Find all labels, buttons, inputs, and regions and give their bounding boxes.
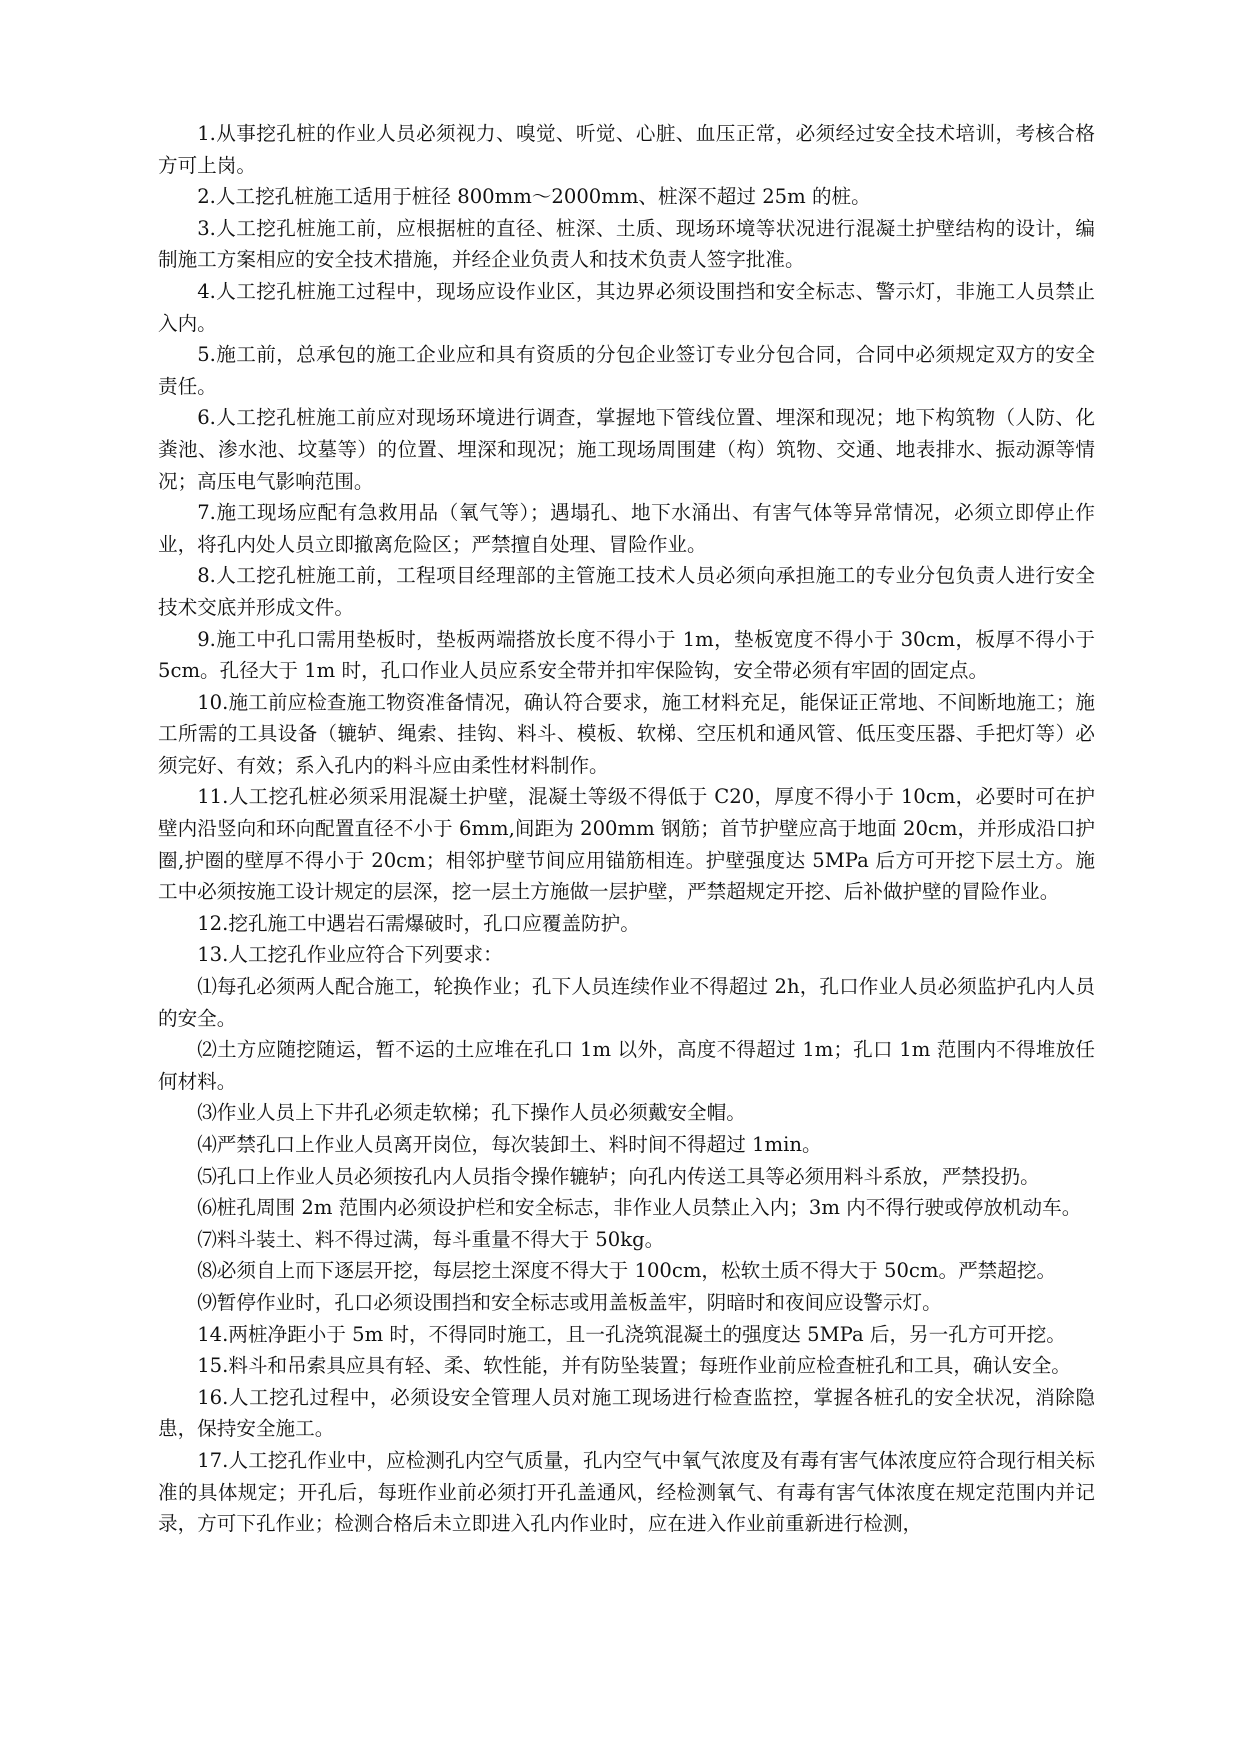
sub-item-9: ⑼暂停作业时，孔口必须设围挡和安全标志或用盖板盖牢，阴暗时和夜间应设警示灯。 <box>197 1290 942 1314</box>
paragraph-6: 6.人工挖孔桩施工前应对现场环境进行调查，掌握地下管线位置、埋深和现况；地下构筑物（人防、化粪池、渗水池、坟墓等）的位置、埋深和现况；施工现场周围建（构）筑物、交通、地表排水、振动源等情况；高压电气影响范围。 <box>158 406 1095 493</box>
paragraph-16: 16.人工挖孔过程中，必须设安全管理人员对施工现场进行检查监控，掌握各桩孔的安全状况，消除隐患，保持安全施工。 <box>158 1385 1095 1441</box>
paragraph-5: 5.施工前，总承包的施工企业应和具有资质的分包企业签订专业分包合同，合同中必须规定双方的安全责任。 <box>158 343 1095 398</box>
sub-item-7: ⑺料斗装土、料不得过满，每斗重量不得大于 50kg。 <box>197 1227 665 1251</box>
paragraph-10: 10.施工前应检查施工物资准备情况，确认符合要求，施工材料充足，能保证正常地、不间断地施工；施工所需的工具设备（辘轳、绳索、挂钩、料斗、模板、软梯、空压机和通风管、低压变压器、手把灯等）必须完好、有效；系入孔内的料斗应由柔性材料制作。 <box>158 690 1095 777</box>
paragraph-14: 14.两桩净距小于 5m 时，不得同时施工，且一孔浇筑混凝土的强度达 5MPa 后，另一孔方可开挖。 <box>197 1322 1066 1346</box>
paragraph-13: 13.人工挖孔作业应符合下列要求： <box>197 943 503 967</box>
paragraph-3: 3.人工挖孔桩施工前，应根据桩的直径、桩深、土质、现场环境等状况进行混凝土护壁结构的设计，编制施工方案相应的安全技术措施，并经企业负责人和技术负责人签字批准。 <box>158 216 1095 272</box>
paragraph-4: 4.人工挖孔桩施工过程中，现场应设作业区，其边界必须设围挡和安全标志、警示灯，非施工人员禁止入内。 <box>158 279 1095 335</box>
paragraph-11: 11.人工挖孔桩必须采用混凝土护壁，混凝土等级不得低于 C20，厚度不得小于 10cm，必要时可在护壁内沿竖向和环向配置直径不小于 6mm,间距为 200mm 钢筋；首节护壁应高于地面 20cm，并形成沿口护圈,护圈的壁厚不得小于 20cm；相邻护壁节间应用锚筋相连。护壁强度达 5MPa 后方可开挖下层土方。施工中必须按施工设计规定的层深，挖一层土方施做一层护壁，严禁超规定开挖、后补做护壁的冒险作业。 <box>158 785 1095 904</box>
sub-item-8: ⑻必须自上而下逐层开挖，每层挖土深度不得大于 100cm，松软土质不得大于 50cm。严禁超挖。 <box>197 1259 1057 1283</box>
sub-item-5: ⑸孔口上作业人员必须按孔内人员指令操作辘轳；向孔内传送工具等必须用料斗系放，严禁投扔。 <box>197 1164 1040 1188</box>
paragraph-15: 15.料斗和吊索具应具有轻、柔、软性能，并有防坠装置；每班作业前应检查桩孔和工具，确认安全。 <box>197 1354 1071 1378</box>
document-body <box>158 118 1095 1540</box>
sub-item-6: ⑹桩孔周围 2m 范围内必须设护栏和安全标志，非作业人员禁止入内；3m 内不得行驶或停放机动车。 <box>197 1196 1082 1220</box>
paragraph-17: 17.人工挖孔作业中，应检测孔内空气质量，孔内空气中氧气浓度及有毒有害气体浓度应符合现行相关标准的具体规定；开孔后，每班作业前必须打开孔盖通风，经检测氧气、有毒有害气体浓度在规定范围内并记录，方可下孔作业；检测合格后未立即进入孔内作业时，应在进入作业前重新进行检测， <box>158 1448 1095 1536</box>
paragraph-1: 1.从事挖孔桩的作业人员必须视力、嗅觉、听觉、心脏、血压正常，必须经过安全技术培训，考核合格方可上岗。 <box>158 122 1095 177</box>
sub-item-1: ⑴每孔必须两人配合施工，轮换作业；孔下人员连续作业不得超过 2h，孔口作业人员必须监护孔内人员的安全。 <box>158 975 1095 1030</box>
paragraph-12: 12.挖孔施工中遇岩石需爆破时，孔口应覆盖防护。 <box>197 911 640 935</box>
paragraph-9: 9.施工中孔口需用垫板时，垫板两端搭放长度不得小于 1m，垫板宽度不得小于 30cm，板厚不得小于 5cm。孔径大于 1m 时，孔口作业人员应系安全带并扣牢保险钩，安全带必须有牢固的固定点。 <box>158 627 1095 683</box>
sub-item-2: ⑵土方应随挖随运，暂不运的土应堆在孔口 1m 以外，高度不得超过 1m；孔口 1m 范围内不得堆放任何材料。 <box>158 1038 1095 1093</box>
paragraph-8: 8.人工挖孔桩施工前，工程项目经理部的主管施工技术人员必须向承担施工的专业分包负责人进行安全技术交底并形成文件。 <box>158 564 1095 619</box>
paragraph-2: 2.人工挖孔桩施工适用于桩径 800mm～2000mm、桩深不超过 25m 的桩。 <box>197 185 871 209</box>
sub-item-4: ⑷严禁孔口上作业人员离开岗位，每次装卸土、料时间不得超过 1min。 <box>197 1133 822 1156</box>
paragraph-7: 7.施工现场应配有急救用品（氧气等）；遇塌孔、地下水涌出、有害气体等异常情况，必须立即停止作业，将孔内处人员立即撤离危险区；严禁擅自处理、冒险作业。 <box>158 501 1095 556</box>
sub-item-3: ⑶作业人员上下井孔必须走软梯；孔下操作人员必须戴安全帽。 <box>197 1101 746 1125</box>
